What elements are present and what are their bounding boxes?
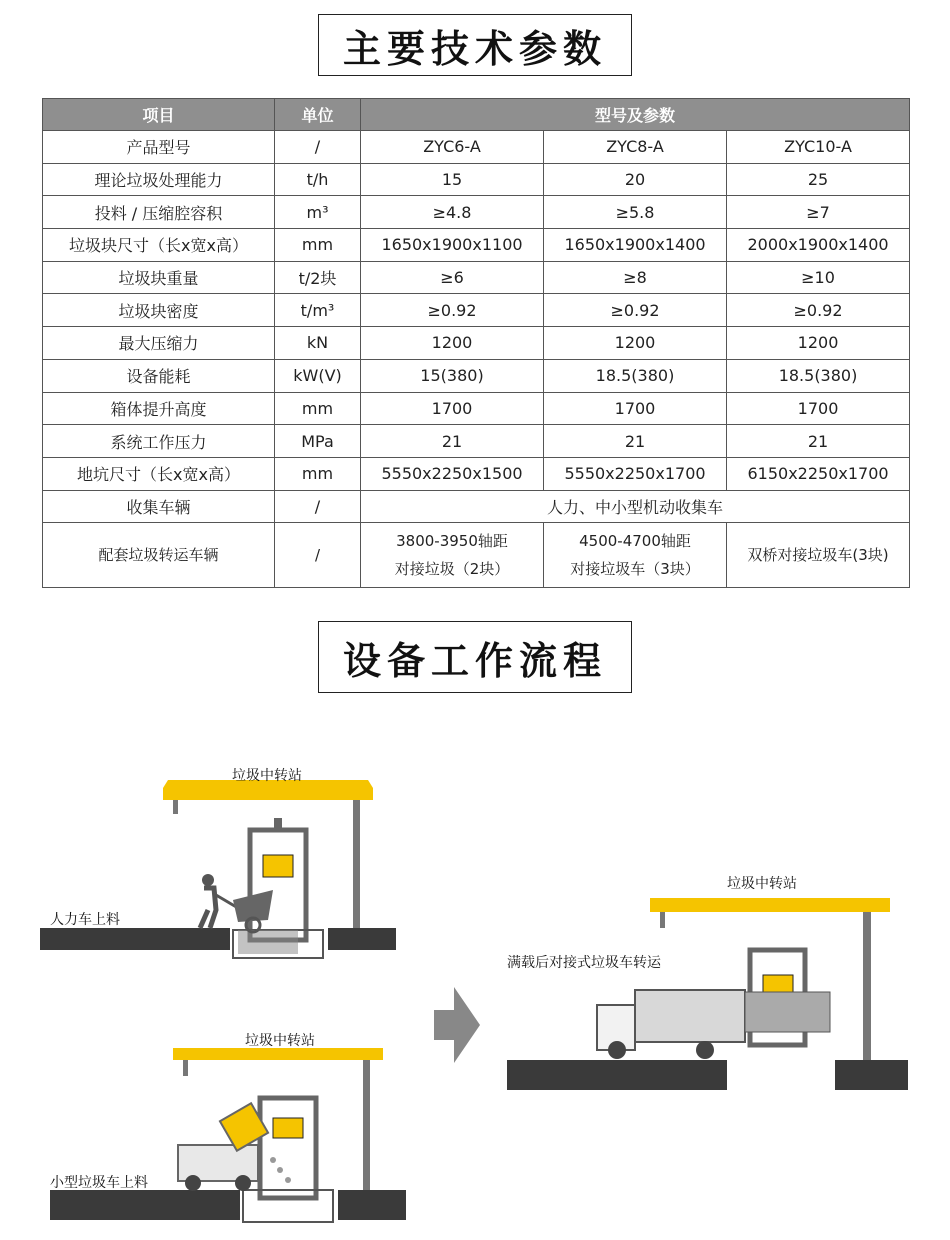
cell-unit: / <box>275 523 361 588</box>
cell-value: 20 <box>544 163 727 196</box>
ground <box>50 1190 240 1220</box>
cell-unit: kW(V) <box>275 359 361 392</box>
cell-unit: t/2块 <box>275 261 361 294</box>
cell-value: 5550x2250x1500 <box>361 457 544 490</box>
cell-unit: mm <box>275 457 361 490</box>
cell-value: ≥6 <box>361 261 544 294</box>
hazard-block <box>273 1118 303 1138</box>
cell-value: 21 <box>727 425 910 458</box>
cell-value: ZYC8-A <box>544 131 727 164</box>
table-row <box>43 196 910 229</box>
cell-unit: t/h <box>275 163 361 196</box>
cell-value: 18.5(380) <box>727 359 910 392</box>
cell-value: 25 <box>727 163 910 196</box>
cell-value: ZYC6-A <box>361 131 544 164</box>
cell-value: ≥5.8 <box>544 196 727 229</box>
table-row <box>43 294 910 327</box>
cell-label: 垃圾块密度 <box>43 294 275 327</box>
header-unit: 单位 <box>275 99 361 131</box>
header-item: 项目 <box>43 99 275 131</box>
compression-box <box>745 992 830 1032</box>
table-row <box>43 425 910 458</box>
cell-label: 垃圾块尺寸（长x宽x高） <box>43 229 275 262</box>
flow-arrow-icon <box>432 985 482 1065</box>
cell-value: 2000x1900x1400 <box>727 229 910 262</box>
cell-value: ≥4.8 <box>361 196 544 229</box>
station1-label: 垃圾中转站 <box>232 768 302 784</box>
table-row <box>43 457 910 490</box>
cell-value: 6150x2250x1700 <box>727 457 910 490</box>
cell-label: 配套垃圾转运车辆 <box>43 523 275 588</box>
cell-label: 收集车辆 <box>43 490 275 523</box>
station2-caption: 小型垃圾车上料 <box>50 1175 148 1191</box>
section-title-workflow: 设备工作流程 <box>318 621 632 693</box>
pit <box>243 1190 333 1222</box>
roof-pillar <box>863 912 871 1060</box>
table-row <box>43 229 910 262</box>
cell-value: 1700 <box>727 392 910 425</box>
cell-value: 18.5(380) <box>544 359 727 392</box>
roof <box>163 788 373 800</box>
cell-value: 1700 <box>361 392 544 425</box>
cell-unit: / <box>275 490 361 523</box>
cell-unit: mm <box>275 229 361 262</box>
cell-value: ≥0.92 <box>361 294 544 327</box>
cell-value: ≥0.92 <box>544 294 727 327</box>
cell-value: 1650x1900x1400 <box>544 229 727 262</box>
cell-label: 设备能耗 <box>43 359 275 392</box>
cell-line: 3800-3950轴距 <box>396 532 508 551</box>
ground <box>40 928 230 950</box>
cell-value: 1200 <box>727 327 910 360</box>
cell-value: ≥7 <box>727 196 910 229</box>
cell-line: 对接垃圾车（3块） <box>570 560 700 579</box>
cell-label: 垃圾块重量 <box>43 261 275 294</box>
cell-unit: MPa <box>275 425 361 458</box>
cell-value: ZYC10-A <box>727 131 910 164</box>
section-title-parameters: 主要技术参数 <box>318 14 632 76</box>
cell-value: 15 <box>361 163 544 196</box>
cell-value: 15(380) <box>361 359 544 392</box>
hazard-block <box>263 855 293 877</box>
cell-unit: kN <box>275 327 361 360</box>
table-row <box>43 163 910 196</box>
cell-value: 人力、中小型机动收集车 <box>361 490 910 523</box>
station3-label: 垃圾中转站 <box>727 876 797 892</box>
cell-label: 投料 / 压缩腔容积 <box>43 196 275 229</box>
cell-line: 4500-4700轴距 <box>579 532 691 551</box>
parameters-table <box>42 98 910 588</box>
cell-label: 系统工作压力 <box>43 425 275 458</box>
cell-value: 21 <box>361 425 544 458</box>
cell-value: 5550x2250x1700 <box>544 457 727 490</box>
station2-label: 垃圾中转站 <box>245 1033 315 1049</box>
roof-pillar <box>363 1060 370 1190</box>
cell-unit: / <box>275 131 361 164</box>
cell-value: 1650x1900x1100 <box>361 229 544 262</box>
cell-label: 地坑尺寸（长x宽x高） <box>43 457 275 490</box>
table-row <box>43 131 910 164</box>
cell-label: 理论垃圾处理能力 <box>43 163 275 196</box>
table-row-collection-vehicle <box>43 490 910 523</box>
table-row <box>43 261 910 294</box>
station-manual-cart-diagram <box>38 760 398 970</box>
cell-label: 箱体提升高度 <box>43 392 275 425</box>
station1-caption: 人力车上料 <box>50 912 120 928</box>
ground <box>507 1060 727 1090</box>
cell-value <box>361 523 544 588</box>
transfer-truck-body <box>635 990 745 1042</box>
cell-value: ≥8 <box>544 261 727 294</box>
header-model-params: 型号及参数 <box>361 99 910 131</box>
station-small-truck-diagram <box>48 1040 408 1230</box>
cell-value: ≥10 <box>727 261 910 294</box>
cell-value: ≥0.92 <box>727 294 910 327</box>
cell-label: 产品型号 <box>43 131 275 164</box>
cell-unit: t/m³ <box>275 294 361 327</box>
station3-caption: 满载后对接式垃圾车转运 <box>507 955 661 971</box>
table-row <box>43 359 910 392</box>
worker <box>202 874 214 886</box>
table-row <box>43 327 910 360</box>
station-transfer-truck-diagram <box>505 880 910 1095</box>
cell-value: 1200 <box>544 327 727 360</box>
roof-pillar <box>353 800 360 930</box>
cell-value: 1200 <box>361 327 544 360</box>
cell-unit: mm <box>275 392 361 425</box>
cell-value: 双桥对接垃圾车(3块) <box>727 523 910 588</box>
table-row-transfer-vehicle <box>43 523 910 588</box>
table-row <box>43 392 910 425</box>
cell-value: 1700 <box>544 392 727 425</box>
cell-value: 21 <box>544 425 727 458</box>
cell-unit: m³ <box>275 196 361 229</box>
roof <box>650 898 890 912</box>
table-header-row <box>43 99 910 131</box>
cell-label: 最大压缩力 <box>43 327 275 360</box>
cell-line: 对接垃圾（2块） <box>394 560 510 579</box>
cell-value <box>544 523 727 588</box>
